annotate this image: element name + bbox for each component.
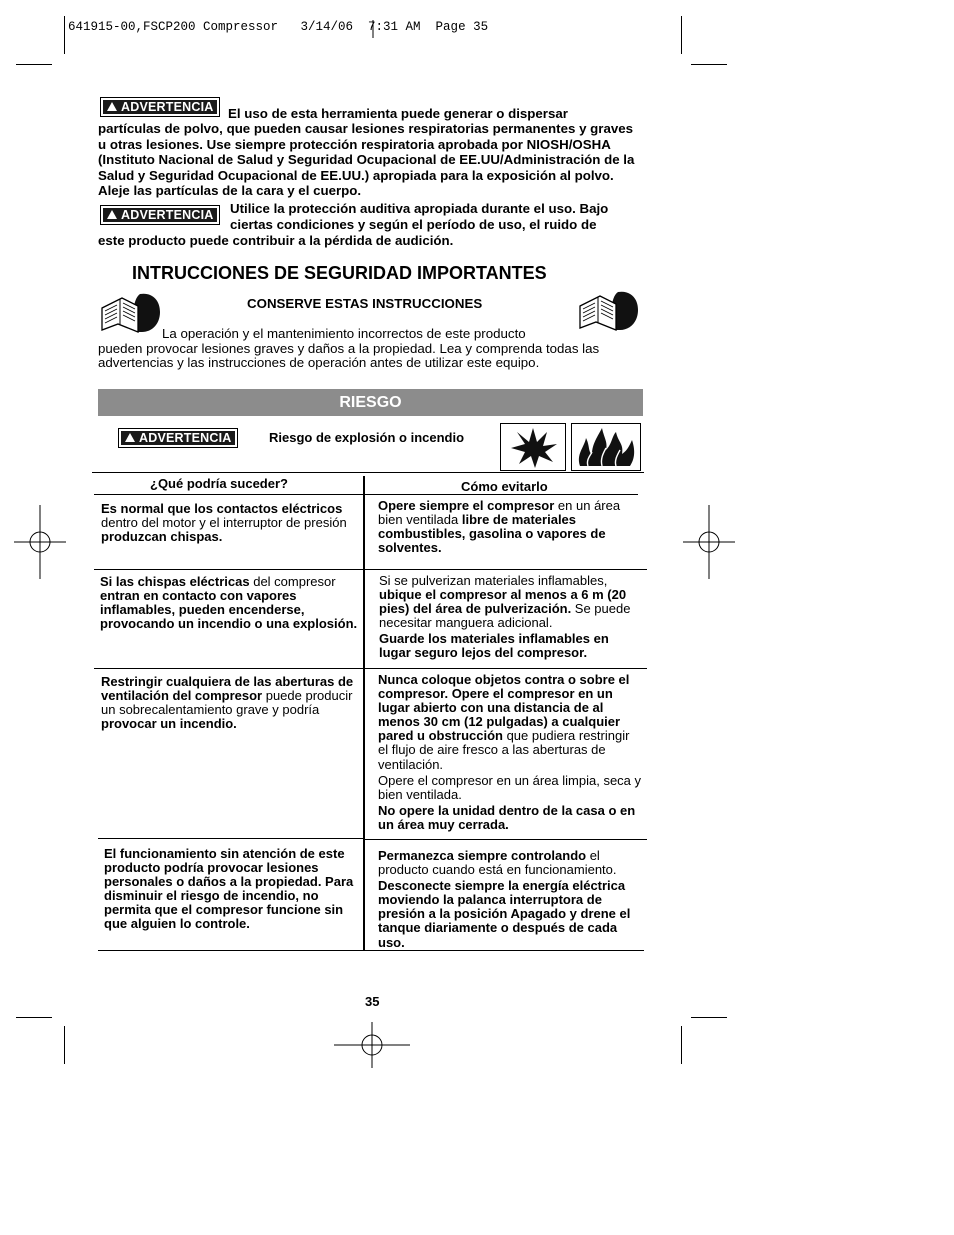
hazard-title: Riesgo de explosión o incendio [269,430,465,445]
warning-badge-1 [100,97,220,117]
cell-paragraph [378,499,640,555]
cell-text-run: libre de materiales combustibles, gasolina o vapores de solventes. [378,512,606,556]
page-number: 35 [365,994,380,1009]
cell-text-run: que pudiera restringir el flujo de aire fresco a las aberturas de ventilación. [378,728,630,772]
cell-paragraph [379,632,641,660]
cell-text-run: entran en contacto con vapores inflamables, pueden encenderse, provocando un incendio o una explosión. [100,588,358,632]
registration-mark-left [14,505,66,579]
table-row-1-left [101,502,351,544]
warning-label: ADVERTENCIA [121,208,214,222]
cell-text-run: Se puede necesitar manguera adicional. [379,601,631,631]
warning-triangle-icon [107,210,117,219]
cell-text-run: Guarde los materiales inflamables en lugar seguro lejos del compresor. [379,631,609,661]
row-rule-2-left [94,668,363,669]
table-row-2-right [379,574,641,661]
cell-text-run: El funcionamiento sin atención de este producto podría provocar lesiones personales o daños a la propiedad. Para disminuir el riesgo de incendio, no permita que el compresor funcione sin que alguien lo controle. [104,846,354,932]
section-title: INTRUCCIONES DE SEGURIDAD IMPORTANTES [132,263,547,283]
row-rule-3-right [365,839,647,840]
cell-text-run: No opere la unidad dentro de la casa o en un área muy cerrada. [378,802,636,832]
cell-text-run: el producto cuando está en funcionamiento. [378,848,617,878]
warning-2-rest: este producto puede contribuir a la pérdida de audición. [98,233,454,248]
cell-text-run: Si se pulverizan materiales inflamables, [379,573,608,588]
intro-body: pueden provocar lesiones graves y daños a la propiedad. Lea y comprenda todas las advertencias y las instrucciones de operación antes de utilizar este equipo. [98,341,600,371]
table-top-rule [92,472,644,473]
warning-1-first-line: El uso de esta herramienta puede generar o dispersar [228,106,568,121]
cell-paragraph [378,849,644,877]
manual-reader-icon [100,290,162,338]
warning-label: ADVERTENCIA [121,100,214,114]
warning-triangle-icon [107,102,117,111]
registration-mark-bottom [334,1022,410,1068]
table-row-1-right [378,499,640,555]
manual-reader-icon [578,288,640,336]
cell-text-run: Restringir cualquiera de las aberturas de ventilación del compresor [101,674,354,704]
conserve-heading: CONSERVE ESTAS INSTRUCCIONES [247,296,483,311]
cell-text-run: Permanezca siempre controlando [378,848,587,863]
cell-text-run: Es normal que los contactos eléctricos [101,501,343,516]
table-divider [363,476,365,951]
warning-2-first: Utilice la protección auditiva apropiada durante el uso. Bajo ciertas condiciones y según el período de uso, el ruido de [230,201,609,232]
riesgo-bar: RIESGO [98,389,643,416]
cell-text-run: Opere el compresor en un área limpia, seca y bien ventilada. [378,772,642,802]
cell-paragraph [378,774,642,802]
cell-text-run: provocar un incendio. [101,716,237,732]
header-rule-right [365,494,638,495]
row-rule-1-left [94,569,363,570]
warning-badge-2 [100,205,220,225]
cell-text-run: produzcan chispas. [101,529,223,545]
registration-mark-top [358,20,388,38]
row-rule-3-left [98,838,363,839]
cell-text-run: Nunca coloque objetos contra o sobre el compresor. Opere el compresor en un lugar abierto con una distancia de al menos 30 cm (12 pulgadas) a cualquier pared u obstrucción [378,672,630,744]
printer-slug: 641915-00,FSCP200 Compressor 3/14/06 7:31 AM Page 35 [68,20,489,34]
cell-text-run: del compresor [249,574,336,589]
col-header-what: ¿Qué podría suceder? [150,476,288,491]
cell-text-run: dentro del motor y el interruptor de presión [101,515,347,531]
table-row-4-right [378,849,644,950]
warning-1-body: partículas de polvo, que pueden causar lesiones respiratorias permanentes y graves u otras lesiones. Use siempre protección respiratoria aprobada por NIOSH/OSHA (Instituto Nacional de Salud y Seguridad Ocupacional de EE.UU/Administración de la Salud y Seguridad Ocupacional de EE.UU.) apropiada para la exposición al polvo. Aleje las partículas de la cara y el cuerpo. [98,121,635,199]
warning-badge-3 [118,428,238,448]
cell-text-run: en un área bien ventilada [378,498,621,528]
cell-paragraph [378,804,642,832]
cell-text-run: Si las chispas eléctricas [100,574,250,589]
warning-triangle-icon [125,433,135,442]
row-rule-2-right [365,668,647,669]
cell-paragraph [378,879,644,949]
explosion-icon [500,423,566,471]
row-rule-1-right [365,569,647,570]
warning-label: ADVERTENCIA [139,431,232,445]
cell-text-run: Desconecte siempre la energía eléctrica moviendo la palanca interruptora de presión a la posición Apagado y drene el tanque diariamente o después de cada uso. [378,878,631,950]
cell-paragraph [378,673,642,772]
cell-text-run: ubique el compresor al menos a 6 m (20 pies) del área de pulverización. [379,587,627,617]
col-header-how: Cómo evitarlo [461,479,548,494]
cell-text-run: puede producir un sobrecalentamiento grave y podría [101,688,353,718]
intro-first-line: La operación y el mantenimiento incorrectos de este producto [162,326,526,341]
table-row-3-left [101,675,357,731]
table-bottom-rule [98,950,644,951]
table-row-3-right [378,673,642,832]
table-row-4-left [104,847,362,932]
fire-icon [571,423,641,471]
table-row-2-left [100,575,362,631]
cell-paragraph [379,574,641,630]
cell-text-run: Opere siempre el compresor [378,498,555,513]
registration-mark-right [683,505,735,579]
header-rule-left [94,494,363,495]
